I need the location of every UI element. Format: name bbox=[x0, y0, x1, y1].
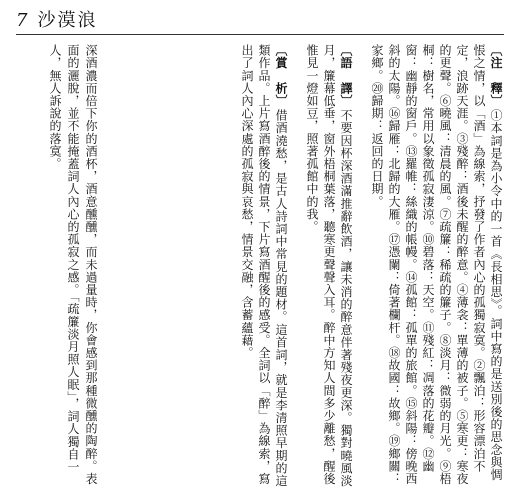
header-rule bbox=[16, 34, 504, 35]
translation-label: 〔語 譯〕 bbox=[339, 44, 353, 107]
notes-label: 〔注 釋〕 bbox=[489, 44, 503, 107]
notes-text: ①本詞是為小令中的一首《長相思》。詞中寫的是送別後的思念與惆悵之情，以「酒」為線索，抒發了作者內心的孤獨寂寞。②飄泊：形容漂泊不定，浪跡天涯。③殘醉：酒後未醒的醉意。④薄衾：單薄的被子。⑤寒更：寒夜的更聲。⑥曉風：清晨的風。⑦疏簾：稀疏的簾子。⑧淡月：微弱的月光。⑨梧桐：樹名，常用以象徵孤寂淒涼。⑩碧落：天空。⑪殘紅：凋落的花瓣。⑫幽窗：幽靜的窗戶。⑬羅帷：絲織的帳幔。⑭孤館：孤單的旅館。⑮斜陽：傍晚西斜的太陽。⑯歸雁：北歸的大雁。⑰憑闌：倚著欄杆。⑱故國：故鄉。⑲鄉關：家鄉。⑳歸期：返回的日期。 bbox=[370, 44, 503, 485]
book-title: 沙漠浪 bbox=[37, 10, 98, 31]
running-header bbox=[16, 6, 136, 32]
notes-section bbox=[368, 44, 504, 490]
main-text-column-block bbox=[104, 44, 504, 490]
appreciation-text: 借酒澆愁，是古人詩詞中常見的題材。這首詞，就是李清照早期的這類作品。上片寫酒醉後的情景，下片寫酒醒後的感受。全詞以「醉」為線索，寫出了詞人內心深處的孤寂與哀愁，情景交融，含蓄蘊藉。 bbox=[240, 44, 288, 487]
poem-column-block bbox=[16, 44, 100, 490]
appreciation-section bbox=[238, 44, 289, 490]
translation-section bbox=[303, 44, 354, 490]
translation-text: 不要因杯深酒滿推辭飲酒，讓未消的醉意伴著殘夜更深。獨對曉風淡月，簾幕低垂，窗外梧桐葉落，聽寒更聲聲入耳。醉中方知人間多少離愁，醒後惟見一燈如豆，照著孤館中的我。 bbox=[305, 44, 353, 487]
appreciation-label: 〔賞 析〕 bbox=[274, 44, 288, 107]
page-number: 7 bbox=[16, 10, 28, 31]
poem-text: 深酒濃而倍下你的酒杯，酒意醺醺，而未過量時，你會感到那種微醺的陶醉。表面的灑脫，並不能掩蓋詞人內心的孤寂之感。「疏簾淡月照人眠」，詞人獨自一人，無人訴說的落寞。 bbox=[48, 44, 98, 485]
